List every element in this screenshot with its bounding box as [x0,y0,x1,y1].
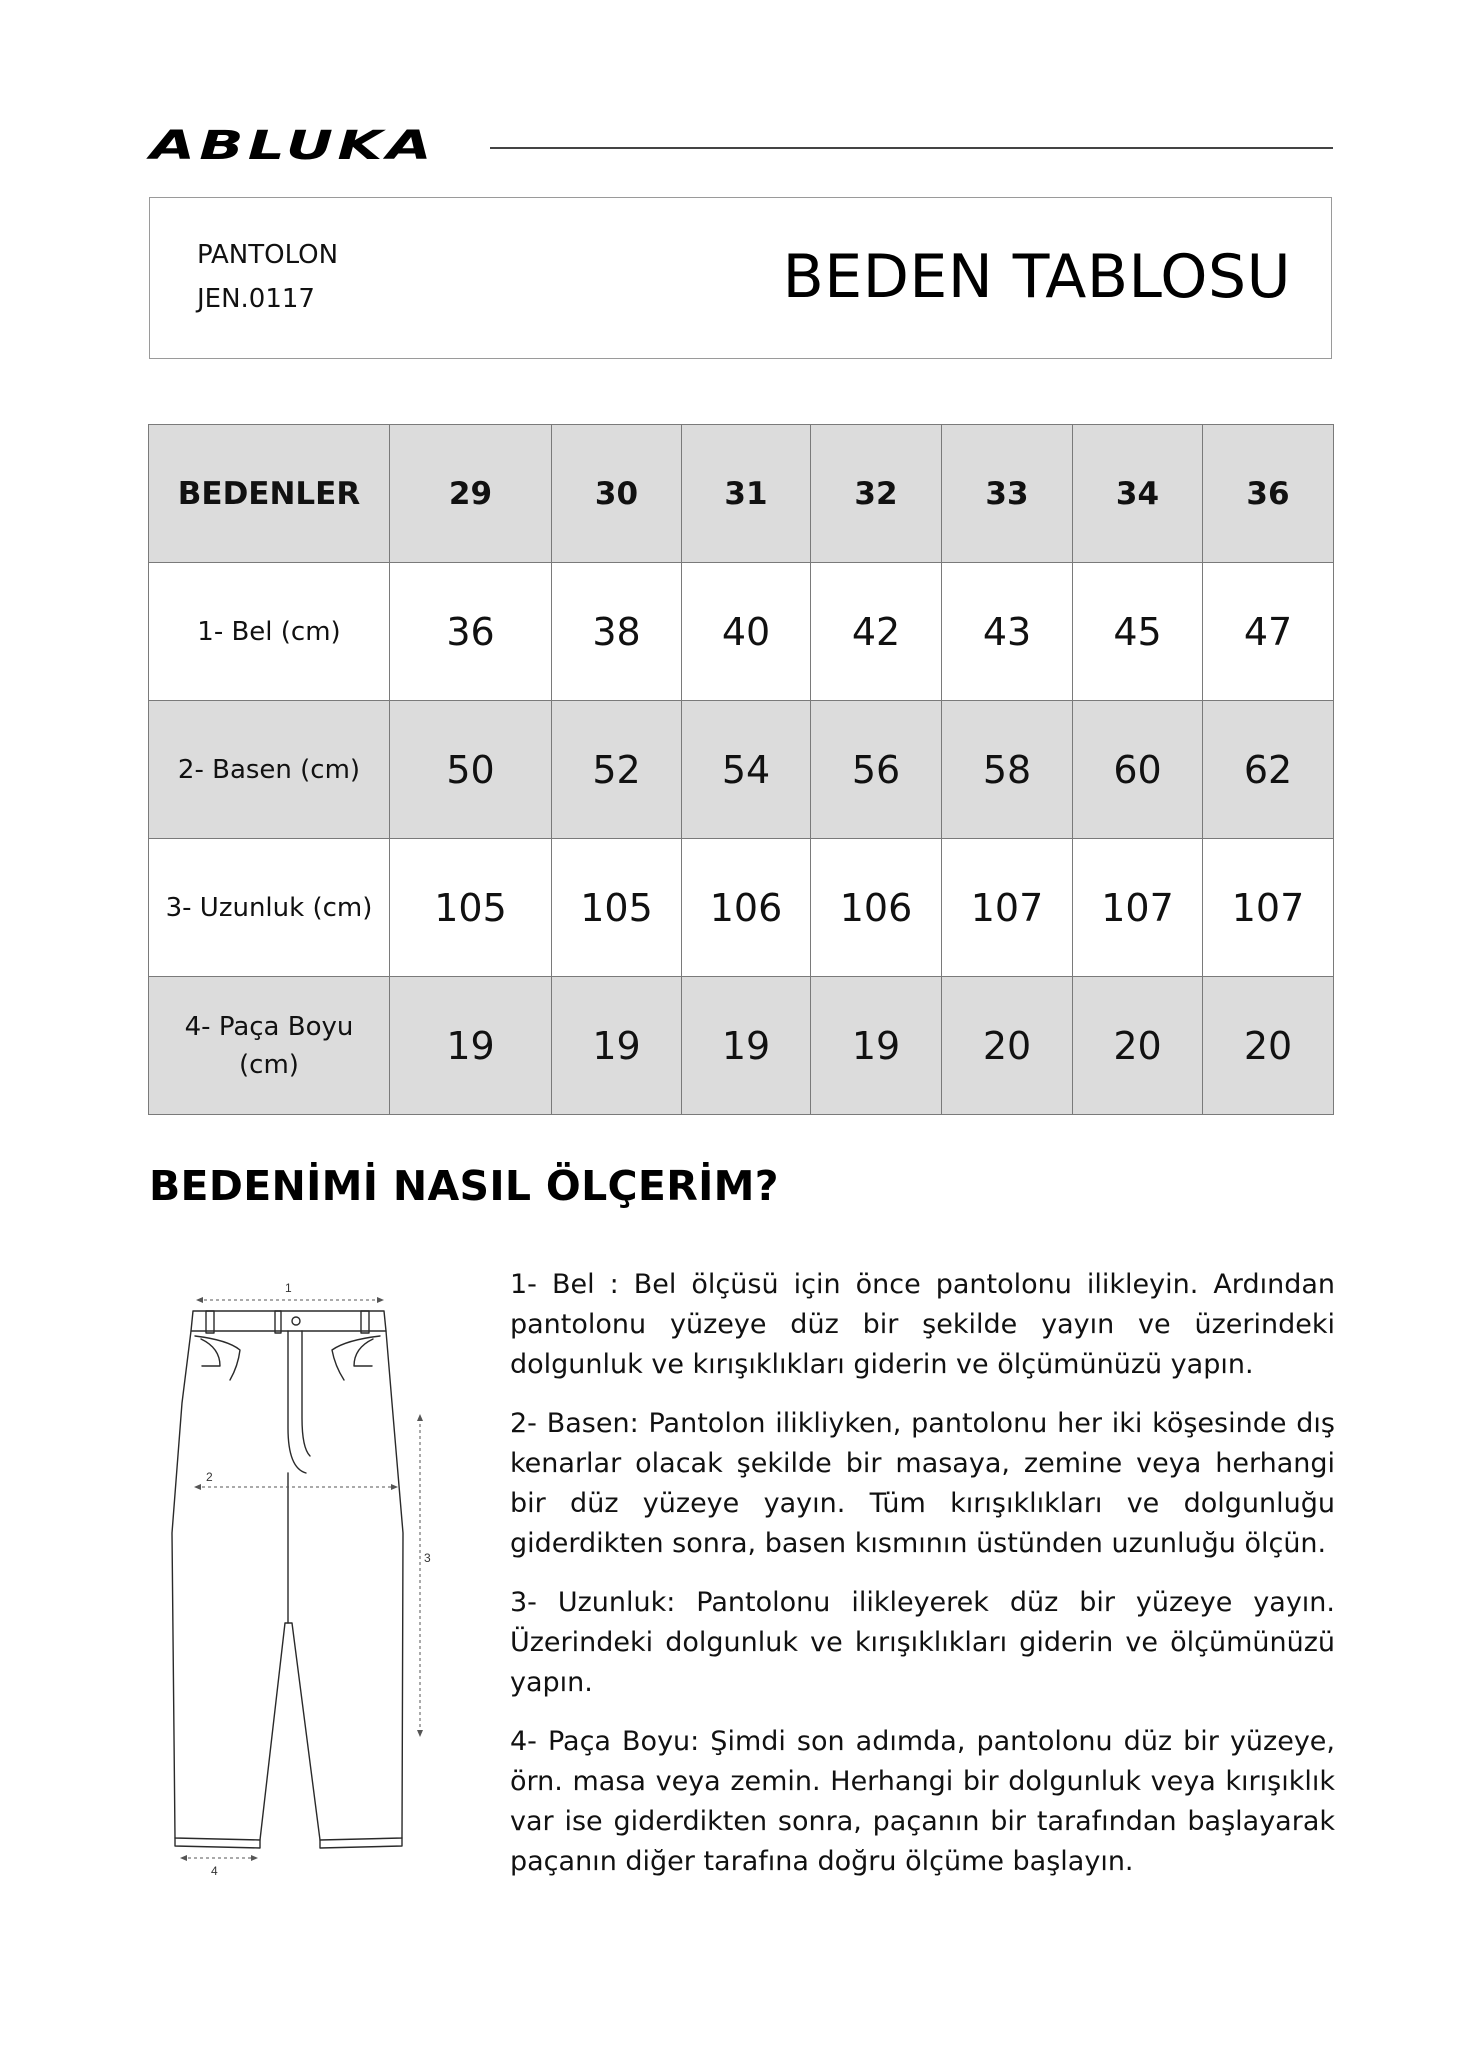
row-label-line: 4- Paça Boyu [184,1011,354,1042]
table-row [149,563,1334,701]
table-cell: 20 [1203,977,1334,1115]
table-cell: 105 [552,839,682,977]
table-cell: 19 [390,977,552,1115]
row-label: 2- Basen (cm) [149,701,390,839]
table-cell: 40 [682,563,811,701]
header-box [149,197,1332,359]
table-cell: 50 [390,701,552,839]
size-header: 33 [942,425,1073,563]
table-cell: 19 [682,977,811,1115]
table-row [149,977,1334,1115]
diagram-label: 4 [211,1864,218,1878]
table-cell: 20 [942,977,1073,1115]
table-cell: 36 [390,563,552,701]
table-cell: 106 [811,839,942,977]
table-cell: 42 [811,563,942,701]
size-header: 29 [390,425,552,563]
size-header: 31 [682,425,811,563]
row-label [149,977,390,1115]
instruction-paragraph: 2- Basen: Pantolon ilikliyken, pantolonu her iki köşesinde dış kenarlar olacak şekilde bir masaya, zemine veya herhangi bir düz yüzeye yayın. Tüm kırışıklıkları ve dolgunluğu giderdikten sonra, basen kısmının üstünden uzunluğu ölçün. [510,1408,1335,1559]
brand-logo [150,123,480,169]
size-header: 32 [811,425,942,563]
table-cell: 52 [552,701,682,839]
page-title: BEDEN TABLOSU [782,242,1291,312]
table-cell: 106 [682,839,811,977]
table-cell: 19 [811,977,942,1115]
table-row [149,839,1334,977]
table-cell: 56 [811,701,942,839]
table-cell: 20 [1073,977,1203,1115]
instruction-paragraph: 4- Paça Boyu: Şimdi son adımda, pantolonu düz bir yüzeye, örn. masa veya zemin. Herhangi bir dolgunluk veya kırışıklık var ise giderdikten sonra, paçanın bir tarafından başlayarak paçanın diğer tarafına doğru ölçüme başlayın. [510,1726,1335,1877]
table-cell: 105 [390,839,552,977]
diagram-label: 2 [206,1470,213,1484]
row-label: 1- Bel (cm) [149,563,390,701]
table-cell: 47 [1203,563,1334,701]
diagram-label: 3 [424,1551,431,1565]
table-cell: 43 [942,563,1073,701]
table-cell: 38 [552,563,682,701]
size-header: 30 [552,425,682,563]
size-header: 36 [1203,425,1334,563]
row-label: 3- Uzunluk (cm) [149,839,390,977]
brand-logo-text: ABLUKA [150,123,436,169]
table-row [149,701,1334,839]
table-header-row [149,425,1334,563]
table-cell: 107 [942,839,1073,977]
header-divider [490,147,1333,149]
diagram-label: 1 [285,1281,292,1295]
product-code: JEN.0117 [197,284,315,314]
size-table [148,424,1334,1115]
product-type: PANTOLON [197,240,339,270]
trousers-diagram [70,1268,440,1878]
table-cell: 107 [1073,839,1203,977]
section-title: BEDENİMİ NASIL ÖLÇERİM? [149,1162,779,1210]
table-cell: 107 [1203,839,1334,977]
table-cell: 58 [942,701,1073,839]
table-cell: 62 [1203,701,1334,839]
measurement-instructions [510,1265,1335,1901]
table-cell: 60 [1073,701,1203,839]
table-cell: 19 [552,977,682,1115]
trousers-icon [70,1268,440,1878]
table-cell: 45 [1073,563,1203,701]
table-cell: 54 [682,701,811,839]
size-header: 34 [1073,425,1203,563]
instruction-paragraph: 1- Bel : Bel ölçüsü için önce pantolonu ilikleyin. Ardından pantolonu yüzeye düz bir şekilde yayın ve üzerindeki dolgunluk ve kırışıklıkları giderin ve ölçümünüzü yapın. [510,1269,1335,1380]
instruction-paragraph: 3- Uzunluk: Pantolonu ilikleyerek düz bir yüzeye yayın. Üzerindeki dolgunluk ve kırışıklıkları giderin ve ölçümünüzü yapın. [510,1587,1335,1698]
table-corner-label: BEDENLER [149,425,390,563]
row-label-line: (cm) [239,1049,299,1080]
